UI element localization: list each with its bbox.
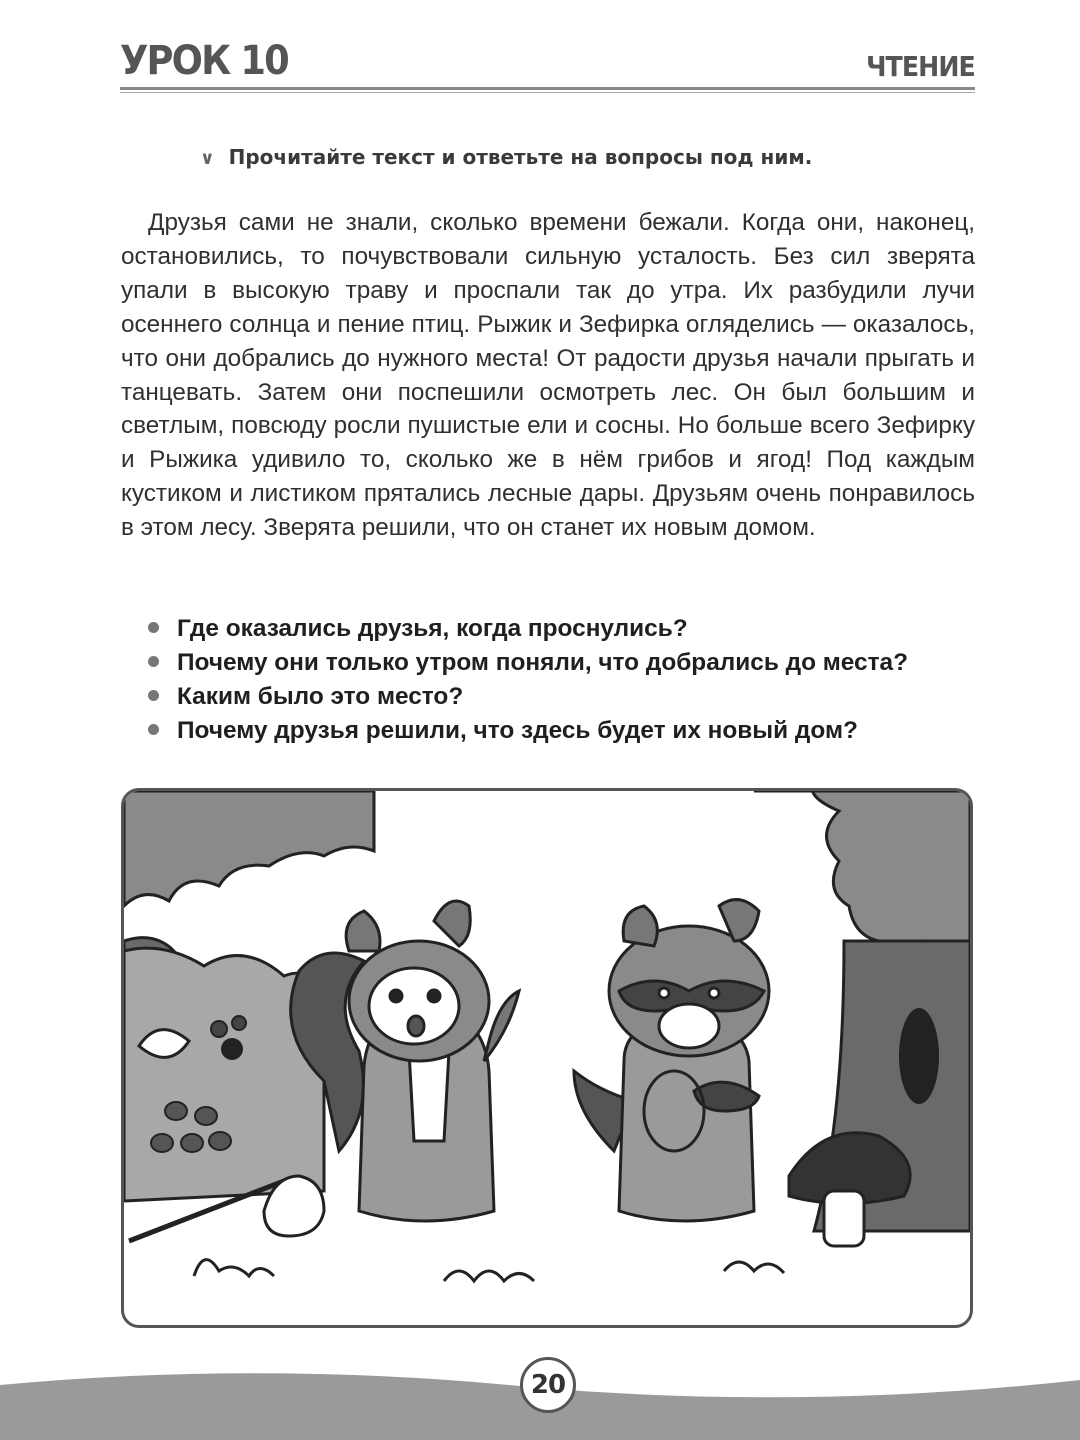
berry-icon xyxy=(211,1021,227,1037)
raccoon-muzzle xyxy=(659,1004,719,1048)
forest-illustration xyxy=(121,788,973,1328)
bullet-icon xyxy=(148,724,159,735)
raccoon xyxy=(574,900,769,1221)
berry-icon xyxy=(209,1132,231,1150)
header-divider xyxy=(120,87,975,90)
squirrel-eye xyxy=(390,990,402,1002)
header-divider-thin xyxy=(120,92,975,93)
task-instruction xyxy=(200,145,812,169)
squirrel-ear xyxy=(434,901,470,946)
bullet-icon xyxy=(148,656,159,667)
berry-icon xyxy=(195,1107,217,1125)
berry-icon xyxy=(181,1134,203,1152)
question-item xyxy=(148,680,908,714)
question-item xyxy=(148,646,908,680)
grass xyxy=(194,1260,274,1276)
berry-icon xyxy=(165,1102,187,1120)
question-item xyxy=(148,714,908,748)
berry-icon xyxy=(151,1134,173,1152)
right-tree-canopy xyxy=(754,791,970,951)
berry-icon xyxy=(232,1016,246,1030)
tree-hollow xyxy=(899,1008,939,1104)
squirrel-eye xyxy=(428,990,440,1002)
lesson-title: УРОК 10 xyxy=(120,38,288,84)
raccoon-eye xyxy=(709,988,719,998)
page-number-badge xyxy=(520,1357,576,1413)
checkmark-icon: ∨ xyxy=(200,148,215,169)
question-text: Почему друзья решили, что здесь будет их новый дом? xyxy=(177,716,858,744)
grass xyxy=(444,1271,534,1281)
bullet-icon xyxy=(148,622,159,633)
section-title: ЧТЕНИЕ xyxy=(866,50,975,83)
left-tree-canopy xyxy=(124,791,374,906)
question-item xyxy=(148,612,908,646)
page-number: 20 xyxy=(530,1370,566,1400)
raccoon-ear xyxy=(623,906,657,946)
question-text: Где оказались друзья, когда проснулись? xyxy=(177,615,688,642)
grass xyxy=(724,1262,784,1273)
instruction-text: Прочитайте текст и ответьте на вопросы под ним. xyxy=(228,145,813,169)
story-text: Друзья сами не знали, сколько времени бежали. Когда они, наконец, остановились, то почувствовали сильную усталость. Без сил зверята упали в высокую траву и проспали так до утра. Их разбудили лучи осеннего солнца и пение птиц. Рыжик и Зефирка огляделись — оказалось, что они добрались до нужного места! От радости друзья начали прыгать и танцевать. Затем они поспешили осмотреть лес. Он был большим и светлым, повсюду росли пушистые ели и сосны. Но больше всего Зефирку и Рыжика удивило то, сколько же в нём грибов и ягод! Под каждым кустиком и листиком прятались лесные дары. Друзьям очень понравилось в этом лесу. Зверята решили, что он станет их новым домом. xyxy=(121,209,975,542)
question-text: Каким было это место? xyxy=(177,682,464,710)
illustration-svg xyxy=(124,791,970,1325)
bullet-icon xyxy=(148,690,159,701)
mushroom-stem xyxy=(824,1191,864,1246)
questions-list xyxy=(148,612,908,748)
berry-icon xyxy=(221,1038,243,1060)
raccoon-eye xyxy=(659,988,669,998)
squirrel-ear xyxy=(346,911,380,951)
squirrel-mouth xyxy=(408,1016,424,1036)
question-text: Почему они только утром поняли, что добрались до места? xyxy=(177,648,909,676)
